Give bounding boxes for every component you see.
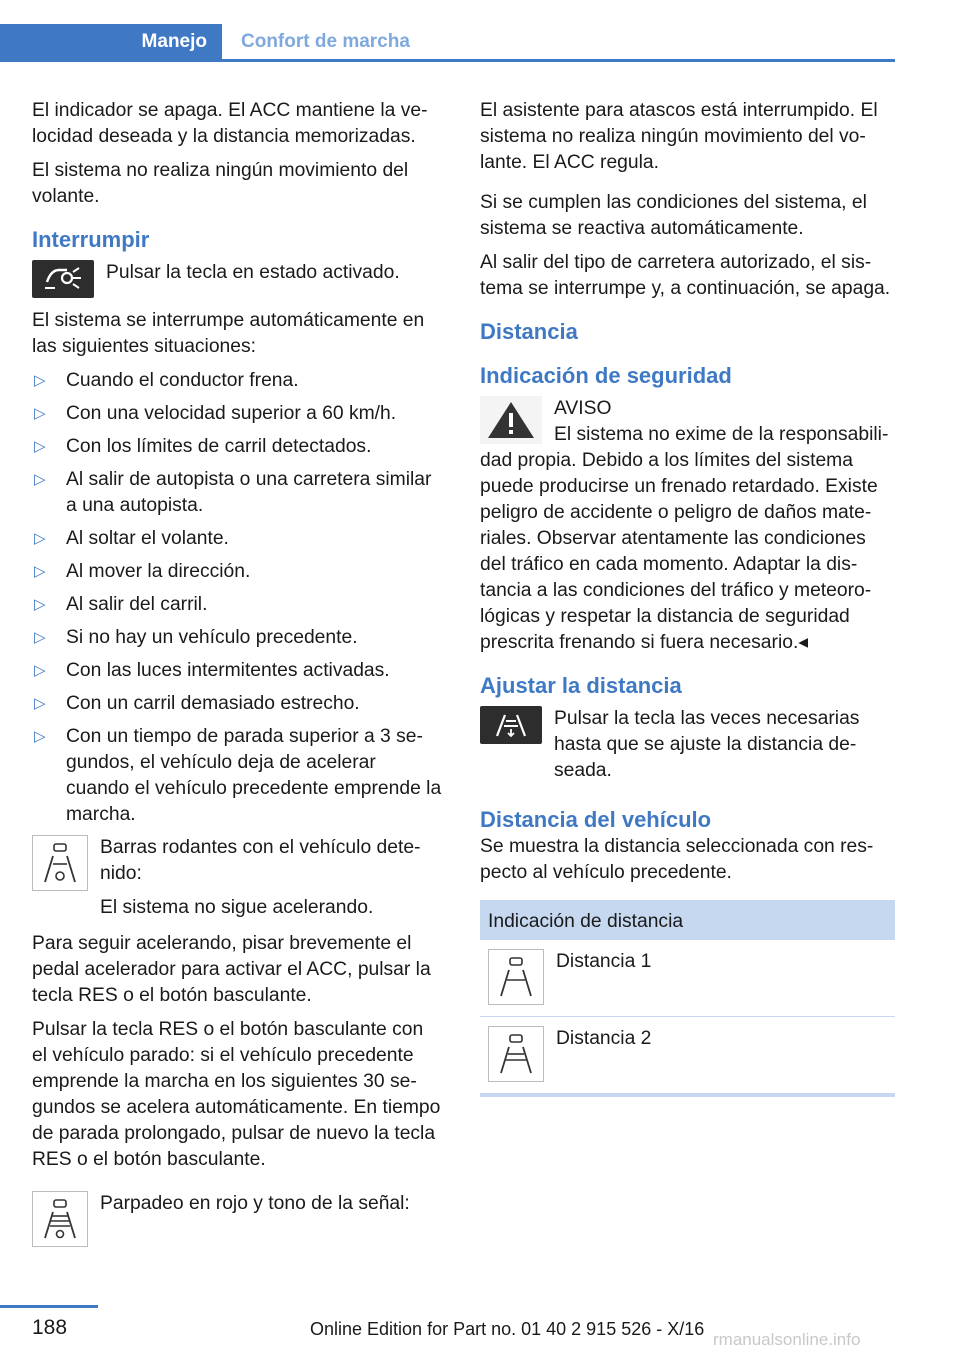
- tab-manejo-label: Manejo: [141, 31, 207, 52]
- list-item: ▷ Con un tiempo de parada superior a 3 segundos, el vehículo deja de acelerar cuando el vehículo precedente emprende la marcha.: [34, 726, 442, 825]
- bullet-triangle-icon: ▷: [34, 530, 46, 547]
- heading-interrumpir: Interrumpir: [32, 227, 150, 252]
- table-cell: Distancia 1: [556, 951, 652, 972]
- header-rule: [0, 59, 895, 62]
- distance-table: [480, 900, 895, 1097]
- situations-list: [32, 368, 442, 828]
- parpadeo-text: Parpadeo en rojo y tono de la señal:: [100, 1193, 410, 1214]
- page-number: 188: [32, 1316, 68, 1339]
- heading-indicacion-seguridad: Indicación de seguridad: [480, 363, 732, 388]
- barras-text-2: El sistema no sigue acelerando.: [100, 897, 374, 918]
- bullet-triangle-icon: ▷: [34, 405, 46, 422]
- watermark: rmanualsonline.info: [713, 1330, 861, 1349]
- heading-distancia: Distancia: [480, 319, 578, 344]
- heading-distancia-vehiculo: Distancia del vehículo: [480, 807, 712, 832]
- paragraph: El indicador se apaga. El ACC mantiene la velocidad deseada y la distancia memorizadas.: [32, 100, 428, 147]
- list-item: ▷ Al mover la dirección.: [32, 559, 442, 585]
- heading-ajustar-distancia: Ajustar la distancia: [480, 673, 682, 698]
- list-item: ▷ Cuando el conductor frena.: [32, 368, 442, 394]
- tab-confort-de-marcha[interactable]: Confort de marcha: [241, 31, 410, 52]
- right-column: [480, 98, 895, 1097]
- distance-2-icon: [488, 1026, 544, 1082]
- paragraph: Para seguir acelerando, pisar brevemente el pedal acelerador para activar el ACC, pulsar la tecla RES o el botón basculante.: [32, 933, 431, 1006]
- bullet-triangle-icon: ▷: [34, 596, 46, 613]
- distance-1-icon: [488, 949, 544, 1005]
- list-item: ▷ Si no hay un vehículo precedente.: [32, 625, 442, 651]
- paragraph: Se muestra la distancia seleccionada con respecto al vehículo precedente.: [480, 836, 874, 883]
- list-item: ▷ Al soltar el volante.: [32, 526, 442, 552]
- paragraph: El sistema se interrumpe automáticamente en las siguientes situaciones:: [32, 310, 425, 357]
- aviso-text: El sistema no exime de la responsabilidad propia. Debido a los límites del sistema puede producirse un frenado retardado. Existe peligro de accidente o peligro de daños materiales. Observar atentamente las condiciones del tráfico en cada momento. Adaptar la distancia a las condiciones del tráfico y meteorológicas y respetar la distancia de seguridad prescrita frenando si fuera necesario.◂: [480, 424, 889, 653]
- table-row: [480, 1017, 895, 1097]
- interrumpir-text: Pulsar la tecla en estado activado.: [106, 262, 400, 283]
- bullet-triangle-icon: ▷: [34, 728, 46, 745]
- flashing-warning-distance-icon: [32, 1191, 88, 1247]
- table-row: [480, 940, 895, 1017]
- list-item: ▷ Al salir del carril.: [32, 592, 442, 618]
- bullet-triangle-icon: ▷: [34, 438, 46, 455]
- bullet-triangle-icon: ▷: [34, 563, 46, 580]
- distance-button-icon: [480, 706, 542, 744]
- warning-triangle-icon: [480, 396, 542, 444]
- bullet-triangle-icon: ▷: [34, 471, 46, 488]
- paragraph: El asistente para atascos está interrumpido. El sistema no realiza ningún movimiento del volante. El ACC regula.: [480, 100, 878, 173]
- list-item: ▷ Al salir de autopista o una carretera similar a una autopista.: [34, 469, 432, 516]
- paragraph: Pulsar la tecla RES o el botón basculante con el vehículo parado: si el vehículo precedente emprende la marcha en los siguientes 30 segundos se acelera automáticamente. En tiempo de parada prolongado, pulsar de nuevo la tecla RES o el botón basculante.: [32, 1019, 441, 1170]
- bullet-triangle-icon: ▷: [34, 372, 46, 389]
- left-column: [32, 98, 442, 1257]
- ajustar-text: Pulsar la tecla las veces necesarias hasta que se ajuste la distancia deseada.: [554, 708, 860, 781]
- bullet-triangle-icon: ▷: [34, 662, 46, 679]
- rolling-bars-icon: [32, 835, 88, 891]
- paragraph: Si se cumplen las condiciones del sistema, el sistema se reactiva automáticamente.: [480, 192, 867, 239]
- paragraph: El sistema no realiza ningún movimiento del volante.: [32, 160, 409, 207]
- table-header: Indicación de distancia: [480, 900, 895, 940]
- aviso-title: AVISO: [554, 398, 612, 419]
- list-item: ▷ Con los límites de carril detectados.: [32, 434, 442, 460]
- bullet-triangle-icon: ▷: [34, 695, 46, 712]
- steering-assist-button-icon: [32, 260, 94, 298]
- footer-rule: [0, 1305, 98, 1308]
- paragraph: Al salir del tipo de carretera autorizado, el sistema se interrumpe y, a continuación, se apaga.: [480, 252, 891, 299]
- list-item: ▷ Con un carril demasiado estrecho.: [32, 691, 442, 717]
- list-item: ▷ Con una velocidad superior a 60 km/h.: [32, 401, 442, 427]
- edition-text: Online Edition for Part no. 01 40 2 915 526 - X/16: [310, 1319, 705, 1339]
- barras-text: Barras rodantes con el vehículo detenido:: [100, 837, 421, 884]
- tab-manejo[interactable]: [0, 24, 222, 62]
- bullet-triangle-icon: ▷: [34, 629, 46, 646]
- table-cell: Distancia 2: [556, 1028, 652, 1049]
- page-header: [0, 24, 895, 62]
- list-item: ▷ Con las luces intermitentes activadas.: [32, 658, 442, 684]
